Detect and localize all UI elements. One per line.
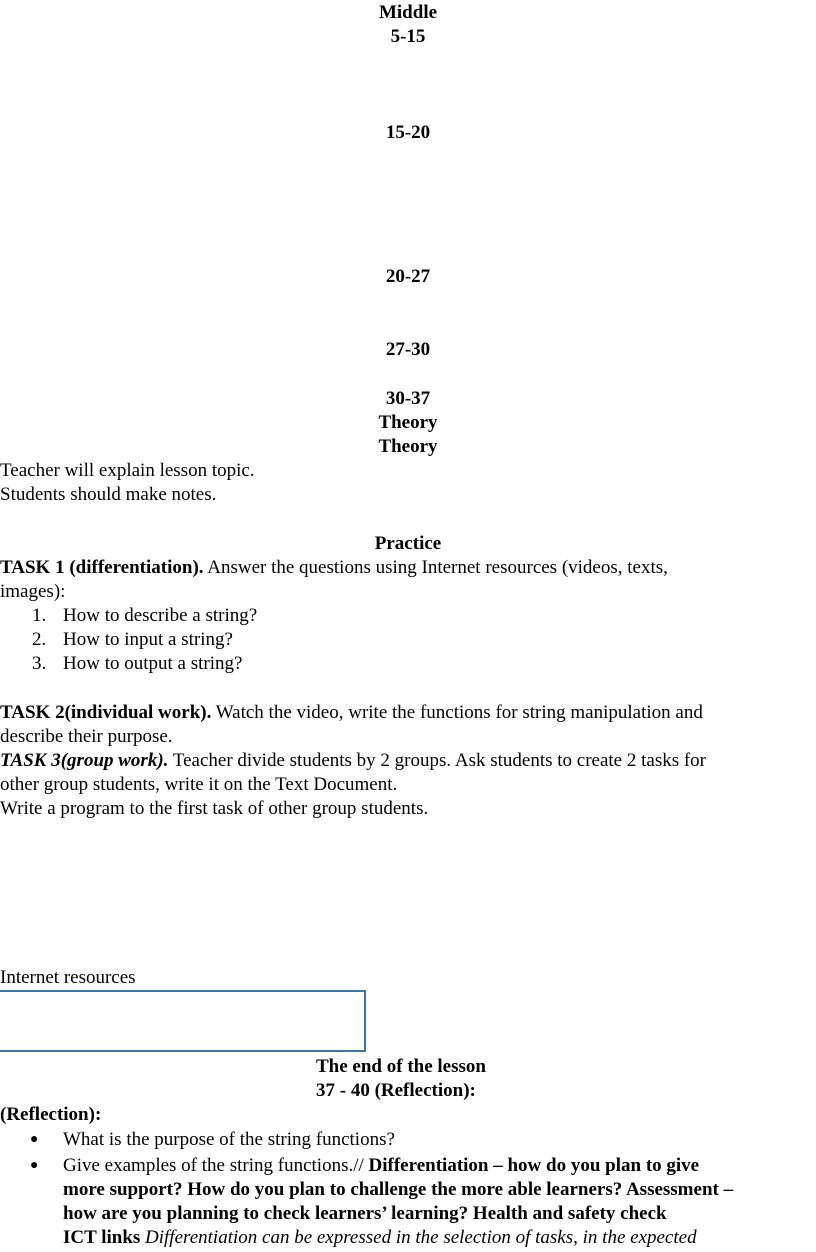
bullet-text [63, 1154, 699, 1178]
task3-line-3: Write a program to the first task of other group students. [0, 798, 429, 819]
bullet-icon: ● [30, 1158, 39, 1173]
question-3 [32, 652, 243, 676]
time-header: Middle [378, 2, 438, 23]
question-number: 2. [32, 629, 47, 650]
bullet-text: What is the purpose of the string functions? [63, 1129, 395, 1150]
task3-line [0, 749, 706, 773]
task3-line-2: other group students, write it on the Text Document. [0, 774, 398, 795]
end-of-lesson: The end of the lesson [316, 1056, 486, 1077]
task2-text: Watch the video, write the functions for string manipulation and [211, 702, 703, 723]
time-slot-2: 15-20 [385, 122, 431, 143]
question-text: How to describe a string? [63, 605, 258, 626]
task1-text: Answer the questions using Internet resources (videos, texts, [203, 557, 668, 578]
time-slot-1: 5-15 [390, 26, 426, 47]
ict-links-label: ICT links [63, 1227, 141, 1248]
question-number: 1. [32, 605, 47, 626]
task3-text: Teacher divide students by 2 groups. Ask students to create 2 tasks for [168, 750, 707, 771]
question-2 [32, 628, 233, 652]
resources-frame [0, 990, 366, 1052]
task2-line-2: describe their purpose. [0, 726, 173, 747]
time-slot-5: 30-37 [385, 388, 431, 409]
task1-label: TASK 1 (differentiation). [0, 557, 204, 578]
task3-label: TASK 3(group work). [0, 750, 169, 771]
reflection-heading: (Reflection): [0, 1104, 102, 1125]
time-slot-4: 27-30 [385, 339, 431, 360]
task2-label: TASK 2(individual work). [0, 702, 212, 723]
question-1 [32, 604, 258, 628]
question-number: 3. [32, 653, 47, 674]
reflection-line-2: more support? How do you plan to challenge the more able learners? Assessment – [63, 1179, 734, 1200]
internet-resources-label: Internet resources [0, 967, 136, 988]
differentiation-note: Differentiation can be expressed in the selection of tasks, in the expected [140, 1227, 697, 1248]
reflection-line-3: how are you planning to check learners’ learning? Health and safety check [63, 1203, 667, 1224]
differentiation-text: Differentiation – how do you plan to give [368, 1155, 700, 1176]
bullet-icon: ● [30, 1132, 39, 1147]
practice-heading: Practice [374, 533, 442, 554]
bullet-plain-text: Give examples of the string functions.// [63, 1155, 369, 1176]
intro-line-2: Students should make notes. [0, 484, 217, 505]
intro-line-1: Teacher will explain lesson topic. [0, 460, 255, 481]
end-time: 37 - 40 (Reflection): [316, 1080, 476, 1101]
reflection-line-4 [63, 1226, 697, 1250]
theory-glyph-line: Theory [378, 412, 438, 433]
question-text: How to input a string? [63, 629, 233, 650]
task1-line [0, 556, 668, 580]
time-slot-3: 20-27 [385, 266, 431, 287]
question-text: How to output a string? [63, 653, 243, 674]
task1-line-2: images): [0, 581, 66, 602]
theory-heading: Theory [378, 436, 438, 457]
task2-line [0, 701, 703, 725]
